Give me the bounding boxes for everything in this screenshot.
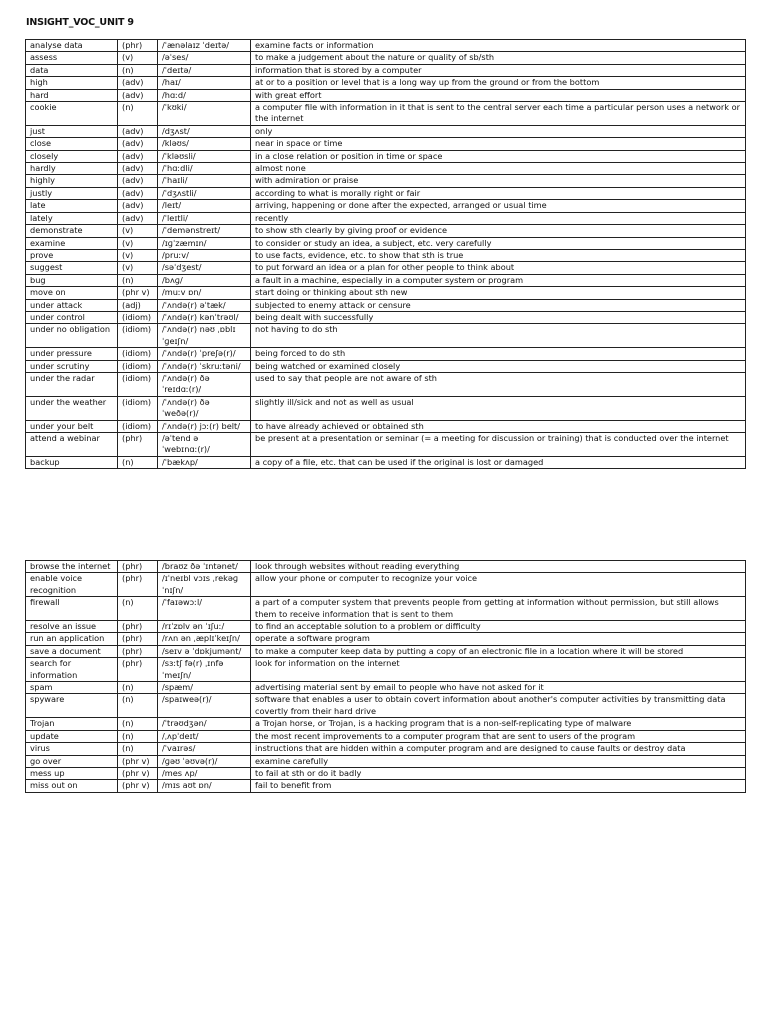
definition-cell: instructions that are hidden within a computer program and are designed to cause faults or destroy data	[251, 743, 746, 755]
definition-cell: recently	[251, 212, 746, 224]
part-of-speech-cell: (n)	[118, 718, 158, 730]
pronunciation-cell: /əˈses/	[158, 52, 251, 64]
term-cell: cookie	[26, 102, 118, 126]
table-row	[26, 138, 746, 150]
part-of-speech-cell: (phr v)	[118, 755, 158, 767]
table-row	[26, 249, 746, 261]
definition-cell: examine carefully	[251, 755, 746, 767]
page-title: INSIGHT_VOC_UNIT 9	[26, 17, 134, 28]
part-of-speech-cell: (idiom)	[118, 348, 158, 360]
pronunciation-cell: /ˈkləʊsli/	[158, 150, 251, 162]
pronunciation-cell: /ˈʌndə(r) ˈpreʃə(r)/	[158, 348, 251, 360]
term-cell: high	[26, 77, 118, 89]
table-row	[26, 150, 746, 162]
table-row	[26, 52, 746, 64]
pronunciation-cell: /əˈtend ə ˈwebɪnɑː(r)/	[158, 433, 251, 457]
table-row	[26, 237, 746, 249]
term-cell: virus	[26, 743, 118, 755]
definition-cell: software that enables a user to obtain covert information about another's computer activities by transmitting data covertly from their hard drive	[251, 694, 746, 718]
definition-cell: being watched or examined closely	[251, 360, 746, 372]
definition-cell: information that is stored by a computer	[251, 64, 746, 76]
definition-cell: advertising material sent by email to people who have not asked for it	[251, 682, 746, 694]
table-row	[26, 163, 746, 175]
table-row	[26, 89, 746, 101]
part-of-speech-cell: (idiom)	[118, 311, 158, 323]
pronunciation-cell: /mes ʌp/	[158, 767, 251, 779]
term-cell: under your belt	[26, 420, 118, 432]
part-of-speech-cell: (n)	[118, 64, 158, 76]
table-row	[26, 125, 746, 137]
definition-cell: a part of a computer system that prevents people from getting at information without permission, but still allows them to receive information that is sent to them	[251, 597, 746, 621]
part-of-speech-cell: (adv)	[118, 150, 158, 162]
pronunciation-cell: /mɪs aʊt ɒn/	[158, 780, 251, 792]
term-cell: analyse data	[26, 40, 118, 52]
pronunciation-cell: /ˈfaɪəwɔːl/	[158, 597, 251, 621]
part-of-speech-cell: (n)	[118, 730, 158, 742]
pronunciation-cell: /bʌɡ/	[158, 274, 251, 286]
part-of-speech-cell: (phr)	[118, 433, 158, 457]
definition-cell: allow your phone or computer to recognize your voice	[251, 573, 746, 597]
part-of-speech-cell: (phr v)	[118, 287, 158, 299]
part-of-speech-cell: (n)	[118, 274, 158, 286]
term-cell: mess up	[26, 767, 118, 779]
pronunciation-cell: /ˈdemənstreɪt/	[158, 225, 251, 237]
part-of-speech-cell: (adv)	[118, 125, 158, 137]
term-cell: under attack	[26, 299, 118, 311]
table-row	[26, 262, 746, 274]
pronunciation-cell: /ˈænəlaɪz ˈdeɪtə/	[158, 40, 251, 52]
definition-cell: at or to a position or level that is a long way up from the ground or from the bottom	[251, 77, 746, 89]
part-of-speech-cell: (idiom)	[118, 372, 158, 396]
table-row	[26, 743, 746, 755]
pronunciation-cell: /rʌn ən ˌæplɪˈkeɪʃn/	[158, 633, 251, 645]
term-cell: justly	[26, 187, 118, 199]
part-of-speech-cell: (idiom)	[118, 360, 158, 372]
pronunciation-cell: /pruːv/	[158, 249, 251, 261]
table-row	[26, 299, 746, 311]
pronunciation-cell: /ˈʌndə(r) kənˈtrəʊl/	[158, 311, 251, 323]
term-cell: just	[26, 125, 118, 137]
table-row	[26, 767, 746, 779]
term-cell: save a document	[26, 645, 118, 657]
pronunciation-cell: /leɪt/	[158, 200, 251, 212]
definition-cell: slightly ill/sick and not as well as usual	[251, 396, 746, 420]
term-cell: under control	[26, 311, 118, 323]
pronunciation-cell: /ˈvaɪrəs/	[158, 743, 251, 755]
pronunciation-cell: /muːv ɒn/	[158, 287, 251, 299]
part-of-speech-cell: (v)	[118, 262, 158, 274]
term-cell: search for information	[26, 658, 118, 682]
definition-cell: to have already achieved or obtained sth	[251, 420, 746, 432]
part-of-speech-cell: (v)	[118, 237, 158, 249]
term-cell: closely	[26, 150, 118, 162]
term-cell: hard	[26, 89, 118, 101]
pronunciation-cell: /ˈʌndə(r) ðə ˈweðə(r)/	[158, 396, 251, 420]
term-cell: spam	[26, 682, 118, 694]
table-row	[26, 102, 746, 126]
part-of-speech-cell: (adv)	[118, 187, 158, 199]
part-of-speech-cell: (phr)	[118, 621, 158, 633]
table-row	[26, 658, 746, 682]
table-row	[26, 694, 746, 718]
definition-cell: be present at a presentation or seminar (= a meeting for discussion or training) that is conducted over the internet	[251, 433, 746, 457]
definition-cell: a copy of a file, etc. that can be used if the original is lost or damaged	[251, 456, 746, 468]
table-row	[26, 187, 746, 199]
definition-cell: look through websites without reading everything	[251, 561, 746, 573]
term-cell: spyware	[26, 694, 118, 718]
part-of-speech-cell: (idiom)	[118, 324, 158, 348]
definition-cell: only	[251, 125, 746, 137]
pronunciation-cell: /ˈʌndə(r) ˈskruːtəni/	[158, 360, 251, 372]
table-row	[26, 730, 746, 742]
term-cell: under no obligation	[26, 324, 118, 348]
pronunciation-cell: /spaɪweə(r)/	[158, 694, 251, 718]
definition-cell: fail to benefit from	[251, 780, 746, 792]
pronunciation-cell: /ɡəʊ ˈəʊvə(r)/	[158, 755, 251, 767]
pronunciation-cell: /ˈbækʌp/	[158, 456, 251, 468]
table-row	[26, 360, 746, 372]
table-row	[26, 597, 746, 621]
pronunciation-cell: /ˈtrəʊdʒən/	[158, 718, 251, 730]
part-of-speech-cell: (v)	[118, 225, 158, 237]
definition-cell: near in space or time	[251, 138, 746, 150]
table-row	[26, 718, 746, 730]
part-of-speech-cell: (adv)	[118, 89, 158, 101]
part-of-speech-cell: (phr)	[118, 633, 158, 645]
table-row	[26, 175, 746, 187]
term-cell: browse the internet	[26, 561, 118, 573]
definition-cell: a computer file with information in it that is sent to the central server each time a particular person uses a network or the internet	[251, 102, 746, 126]
pronunciation-cell: /ˈdʒʌstli/	[158, 187, 251, 199]
definition-cell: examine facts or information	[251, 40, 746, 52]
table-row	[26, 225, 746, 237]
term-cell: bug	[26, 274, 118, 286]
pronunciation-cell: /ˈhaɪli/	[158, 175, 251, 187]
term-cell: under pressure	[26, 348, 118, 360]
table-row	[26, 561, 746, 573]
term-cell: hardly	[26, 163, 118, 175]
pronunciation-cell: /ˈʌndə(r) ðə ˈreɪdɑː(r)/	[158, 372, 251, 396]
definition-cell: being dealt with successfully	[251, 311, 746, 323]
term-cell: data	[26, 64, 118, 76]
pronunciation-cell: /dʒʌst/	[158, 125, 251, 137]
table-row	[26, 324, 746, 348]
pronunciation-cell: /ˈʌndə(r) jɔː(r) belt/	[158, 420, 251, 432]
term-cell: update	[26, 730, 118, 742]
part-of-speech-cell: (phr)	[118, 40, 158, 52]
definition-cell: with admiration or praise	[251, 175, 746, 187]
pronunciation-cell: /spæm/	[158, 682, 251, 694]
part-of-speech-cell: (adv)	[118, 212, 158, 224]
part-of-speech-cell: (v)	[118, 52, 158, 64]
term-cell: backup	[26, 456, 118, 468]
part-of-speech-cell: (adv)	[118, 163, 158, 175]
table-row	[26, 274, 746, 286]
term-cell: under the radar	[26, 372, 118, 396]
definition-cell: to fail at sth or do it badly	[251, 767, 746, 779]
term-cell: lately	[26, 212, 118, 224]
table-row	[26, 77, 746, 89]
table-row	[26, 755, 746, 767]
part-of-speech-cell: (phr)	[118, 561, 158, 573]
pronunciation-cell: /haɪ/	[158, 77, 251, 89]
definition-cell: a Trojan horse, or Trojan, is a hacking program that is a non-self-replicating type of malware	[251, 718, 746, 730]
table-row	[26, 396, 746, 420]
table-row	[26, 420, 746, 432]
part-of-speech-cell: (n)	[118, 456, 158, 468]
definition-cell: the most recent improvements to a computer program that are sent to users of the program	[251, 730, 746, 742]
part-of-speech-cell: (phr)	[118, 645, 158, 657]
term-cell: resolve an issue	[26, 621, 118, 633]
definition-cell: a fault in a machine, especially in a computer system or program	[251, 274, 746, 286]
part-of-speech-cell: (n)	[118, 743, 158, 755]
pronunciation-cell: /ˈʌndə(r) əˈtæk/	[158, 299, 251, 311]
definition-cell: operate a software program	[251, 633, 746, 645]
term-cell: close	[26, 138, 118, 150]
table-row	[26, 682, 746, 694]
definition-cell: to make a judgement about the nature or quality of sb/sth	[251, 52, 746, 64]
table-row	[26, 621, 746, 633]
vocabulary-table-1	[25, 39, 746, 469]
term-cell: assess	[26, 52, 118, 64]
definition-cell: to consider or study an idea, a subject, etc. very carefully	[251, 237, 746, 249]
part-of-speech-cell: (adv)	[118, 175, 158, 187]
pronunciation-cell: /ˈhɑːdli/	[158, 163, 251, 175]
part-of-speech-cell: (idiom)	[118, 420, 158, 432]
term-cell: suggest	[26, 262, 118, 274]
pronunciation-cell: /braʊz ðə ˈɪntənet/	[158, 561, 251, 573]
part-of-speech-cell: (n)	[118, 682, 158, 694]
table-row	[26, 645, 746, 657]
table-row	[26, 573, 746, 597]
term-cell: under the weather	[26, 396, 118, 420]
definition-cell: subjected to enemy attack or censure	[251, 299, 746, 311]
pronunciation-cell: /ɪɡˈzæmɪn/	[158, 237, 251, 249]
pronunciation-cell: /rɪˈzɒlv ən ˈɪʃuː/	[158, 621, 251, 633]
part-of-speech-cell: (adv)	[118, 77, 158, 89]
table-row	[26, 433, 746, 457]
definition-cell: to put forward an idea or a plan for other people to think about	[251, 262, 746, 274]
term-cell: examine	[26, 237, 118, 249]
definition-cell: in a close relation or position in time or space	[251, 150, 746, 162]
table-row	[26, 311, 746, 323]
part-of-speech-cell: (phr v)	[118, 780, 158, 792]
definition-cell: almost none	[251, 163, 746, 175]
table-row	[26, 780, 746, 792]
pronunciation-cell: /ˈʌndə(r) nəʊ ˌɒblɪˈɡeɪʃn/	[158, 324, 251, 348]
pronunciation-cell: /hɑːd/	[158, 89, 251, 101]
part-of-speech-cell: (phr)	[118, 658, 158, 682]
term-cell: firewall	[26, 597, 118, 621]
table-row	[26, 40, 746, 52]
pronunciation-cell: /kləʊs/	[158, 138, 251, 150]
part-of-speech-cell: (idiom)	[118, 396, 158, 420]
vocabulary-table-2	[25, 560, 746, 793]
term-cell: attend a webinar	[26, 433, 118, 457]
pronunciation-cell: /ˌʌpˈdeɪt/	[158, 730, 251, 742]
table-row	[26, 200, 746, 212]
pronunciation-cell: /ˈdeɪtə/	[158, 64, 251, 76]
table-row	[26, 456, 746, 468]
definition-cell: to find an acceptable solution to a problem or difficulty	[251, 621, 746, 633]
part-of-speech-cell: (n)	[118, 102, 158, 126]
term-cell: miss out on	[26, 780, 118, 792]
definition-cell: start doing or thinking about sth new	[251, 287, 746, 299]
definition-cell: to make a computer keep data by putting a copy of an electronic file in a location where it will be stored	[251, 645, 746, 657]
table-row	[26, 64, 746, 76]
part-of-speech-cell: (v)	[118, 249, 158, 261]
pronunciation-cell: /ˈkʊki/	[158, 102, 251, 126]
definition-cell: used to say that people are not aware of sth	[251, 372, 746, 396]
definition-cell: with great effort	[251, 89, 746, 101]
definition-cell: not having to do sth	[251, 324, 746, 348]
term-cell: prove	[26, 249, 118, 261]
part-of-speech-cell: (phr)	[118, 573, 158, 597]
pronunciation-cell: /səˈdʒest/	[158, 262, 251, 274]
term-cell: go over	[26, 755, 118, 767]
table-row	[26, 372, 746, 396]
term-cell: Trojan	[26, 718, 118, 730]
part-of-speech-cell: (adv)	[118, 200, 158, 212]
table-row	[26, 212, 746, 224]
definition-cell: look for information on the internet	[251, 658, 746, 682]
term-cell: run an application	[26, 633, 118, 645]
term-cell: enable voice recognition	[26, 573, 118, 597]
definition-cell: being forced to do sth	[251, 348, 746, 360]
part-of-speech-cell: (n)	[118, 597, 158, 621]
pronunciation-cell: /seɪv ə ˈdɒkjumənt/	[158, 645, 251, 657]
term-cell: late	[26, 200, 118, 212]
term-cell: demonstrate	[26, 225, 118, 237]
part-of-speech-cell: (adj)	[118, 299, 158, 311]
table-row	[26, 348, 746, 360]
term-cell: move on	[26, 287, 118, 299]
definition-cell: to use facts, evidence, etc. to show that sth is true	[251, 249, 746, 261]
term-cell: highly	[26, 175, 118, 187]
part-of-speech-cell: (adv)	[118, 138, 158, 150]
definition-cell: according to what is morally right or fair	[251, 187, 746, 199]
definition-cell: to show sth clearly by giving proof or evidence	[251, 225, 746, 237]
definition-cell: arriving, happening or done after the expected, arranged or usual time	[251, 200, 746, 212]
table-row	[26, 633, 746, 645]
pronunciation-cell: /ɪˈneɪbl vɔɪs ˌrekəɡˈnɪʃn/	[158, 573, 251, 597]
part-of-speech-cell: (n)	[118, 694, 158, 718]
table-row	[26, 287, 746, 299]
pronunciation-cell: /ˈleɪtli/	[158, 212, 251, 224]
pronunciation-cell: /sɜːtʃ fə(r) ˌɪnfəˈmeɪʃn/	[158, 658, 251, 682]
part-of-speech-cell: (phr v)	[118, 767, 158, 779]
term-cell: under scrutiny	[26, 360, 118, 372]
